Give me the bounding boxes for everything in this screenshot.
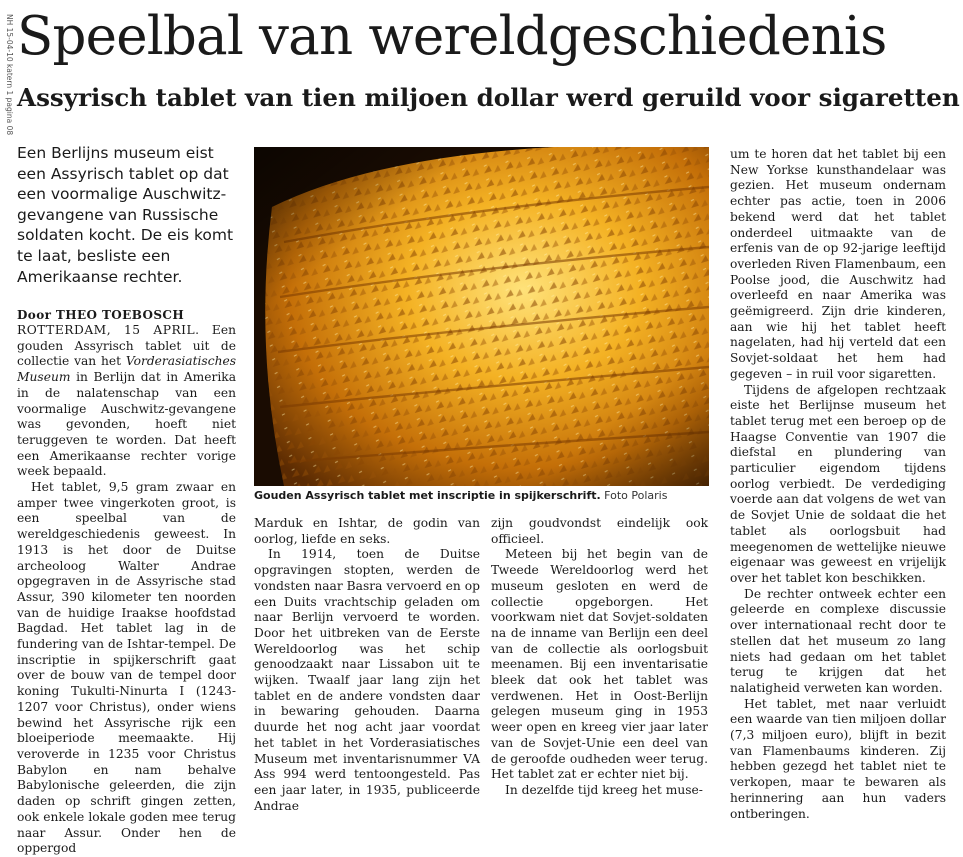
photo-credit: Foto Polaris bbox=[604, 489, 668, 502]
paragraph-8: Het tablet, met naar verluidt een waarde van tien miljoen dollar (7,3 miljoen euro), blijft in bezit van Flamenbaums kinderen. Zij hebben gezegd het tablet niet te verkopen, maar te bewaren als herinnering aan hun vaders ontberingen. bbox=[730, 696, 946, 821]
byline-author: THEO TOEBOSCH bbox=[55, 308, 185, 322]
article-column-2 bbox=[254, 516, 480, 814]
museum-name: Vorderasiatisches Museum bbox=[17, 354, 236, 385]
byline-prefix: Door bbox=[17, 308, 52, 322]
paragraph-2: Het tablet, 9,5 gram zwaar en amper twee vingerkoten groot, is een speelbal van de wereldgeschiedenis geweest. In 1913 is het door de Duitse archeoloog Walter Andrae opgegraven in de Assyrische stad Assur, 390 kilometer ten noorden van de huidige Iraakse hoofdstad Bagdad. Het tablet lag in de fundering van de Ishtar-tempel. De inscriptie in spijkerschrift gaat over de bouw van de tempel door koning Tukulti-Ninurta I (1243-1207 voor Christus), onder wiens bewind het Assyrische rijk een bloeiperiode meemaakte. Hij veroverde in 1235 voor Christus Babylon en nam behalve Babylonische geleerden, die zijn daden op schrift gingen zetten, ook enkele lokale goden mee terug naar Assur. Onder hen de oppergod bbox=[17, 480, 236, 856]
paragraph-4: Meteen bij het begin van de Tweede Wereldoorlog werd het museum gesloten en werd de collectie opgeborgen. Het voorkwam niet dat Sovjet-soldaten na de inname van Berlijn een deel van de collectie als oorlogsbuit meenamen. Bij een inventarisatie bleek dat ook het tablet was verdwenen. Het in Oost-Berlijn gelegen museum ging in 1953 weer open en kreeg vier jaar later van de Sovjet-Unie een deel van de geroofde oudheden weer terug. Het tablet zat er echter niet bij. bbox=[491, 547, 708, 782]
subheadline: Assyrisch tablet van tien miljoen dollar werd geruild voor sigaretten bbox=[17, 83, 960, 112]
intro-lead: Een Berlijns museum eist een Assyrisch tablet op dat een voormalige Auschwitz-gevangene van Russische soldaten kocht. De eis komt te laat, besliste een Amerikaanse rechter. bbox=[17, 144, 234, 286]
paragraph-5: In dezelfde tijd kreeg het muse- bbox=[505, 782, 703, 797]
dateline: ROTTERDAM, 15 APRIL. bbox=[17, 323, 200, 337]
article-column-1 bbox=[17, 323, 236, 857]
paragraph-2-continued: Marduk en Ishtar, de godin van oorlog, liefde en seks. bbox=[254, 516, 480, 546]
paragraph-1b: in Berlijn dat in Amerika in de nalatenschap van een voormalige Auschwitz-gevangene was gevonden, hoeft niet teruggeven te worden. Dat heeft een Amerikaanse rechter vorige week bepaald. bbox=[17, 370, 236, 479]
paragraph-6: Tijdens de afgelopen rechtzaak eiste het Berlijnse museum het tablet terug met een beroep op de Haagse Conventie van 1907 die diefstal en plundering van particulier eigendom tijdens oorlog verbiedt. De verdediging voerde aan dat volgens de wet van de Sovjet Unie de soldaat die het tablet als oorlogsbuit had meegenomen de wettelijke nieuwe eigenaar was geweest en vrijelijk over het tablet kon beschikken. bbox=[730, 382, 946, 585]
paragraph-3-continued: zijn goudvondst eindelijk ook officieel. bbox=[491, 516, 708, 546]
cuneiform-tablet-image bbox=[254, 147, 709, 486]
paragraph-1: Een gouden Assyrisch tablet uit de collectie van het bbox=[17, 323, 236, 369]
paragraph-3: In 1914, toen de Duitse opgravingen stopten, werden de vondsten naar Basra vervoerd en op een Duits vrachtschip geladen om naar Berlijn vervoerd te worden. Door het uitbreken van de Eerste Wereldoorlog was het schip genoodzaakt naar Lissabon uit te wijken. Twaalf jaar lang zijn het tablet en de andere vondsten daar in bewaring gehouden. Daarna duurde het nog acht jaar voordat het tablet in het Vorderasiatisches Museum met inventarisnummer VA Ass 994 werd tentoongesteld. Pas een jaar later, in 1935, publiceerde Andrae bbox=[254, 547, 480, 813]
article-column-3 bbox=[491, 516, 708, 799]
byline bbox=[17, 308, 243, 322]
caption-text: Gouden Assyrisch tablet met inscriptie in spijkerschrift. bbox=[254, 489, 601, 502]
paragraph-7: De rechter ontweek echter een geleerde en complexe discussie over internationaal recht door te stellen dat het museum zo lang niets had gedaan om het tablet terug te krijgen dat het nalatigheid verweten kan worden. bbox=[730, 586, 946, 695]
paragraph-5-continued: um te horen dat het tablet bij een New Yorkse kunsthandelaar was gezien. Het museum ondernam echter pas actie, toen in 2006 bekend werd dat het tablet onderdeel uitmaakte van de erfenis van de op 92-jarige leeftijd overleden Riven Flamenbaum, een Poolse jood, die Auschwitz had overleefd en naar Amerika was geëmigreerd. Zijn drie kinderen, aan wie hij het tablet heeft nagelaten, had hij verteld dat een Sovjet-soldaat het hem had gegeven – in ruil voor sigaretten. bbox=[730, 147, 946, 381]
tablet-photo bbox=[254, 147, 709, 486]
article-column-4 bbox=[730, 147, 946, 822]
photo-caption bbox=[254, 489, 714, 502]
headline: Speelbal van wereldgeschiedenis bbox=[17, 6, 887, 67]
page-reference: NH 15-04-10 katern 1 pagina 08 bbox=[5, 14, 14, 136]
